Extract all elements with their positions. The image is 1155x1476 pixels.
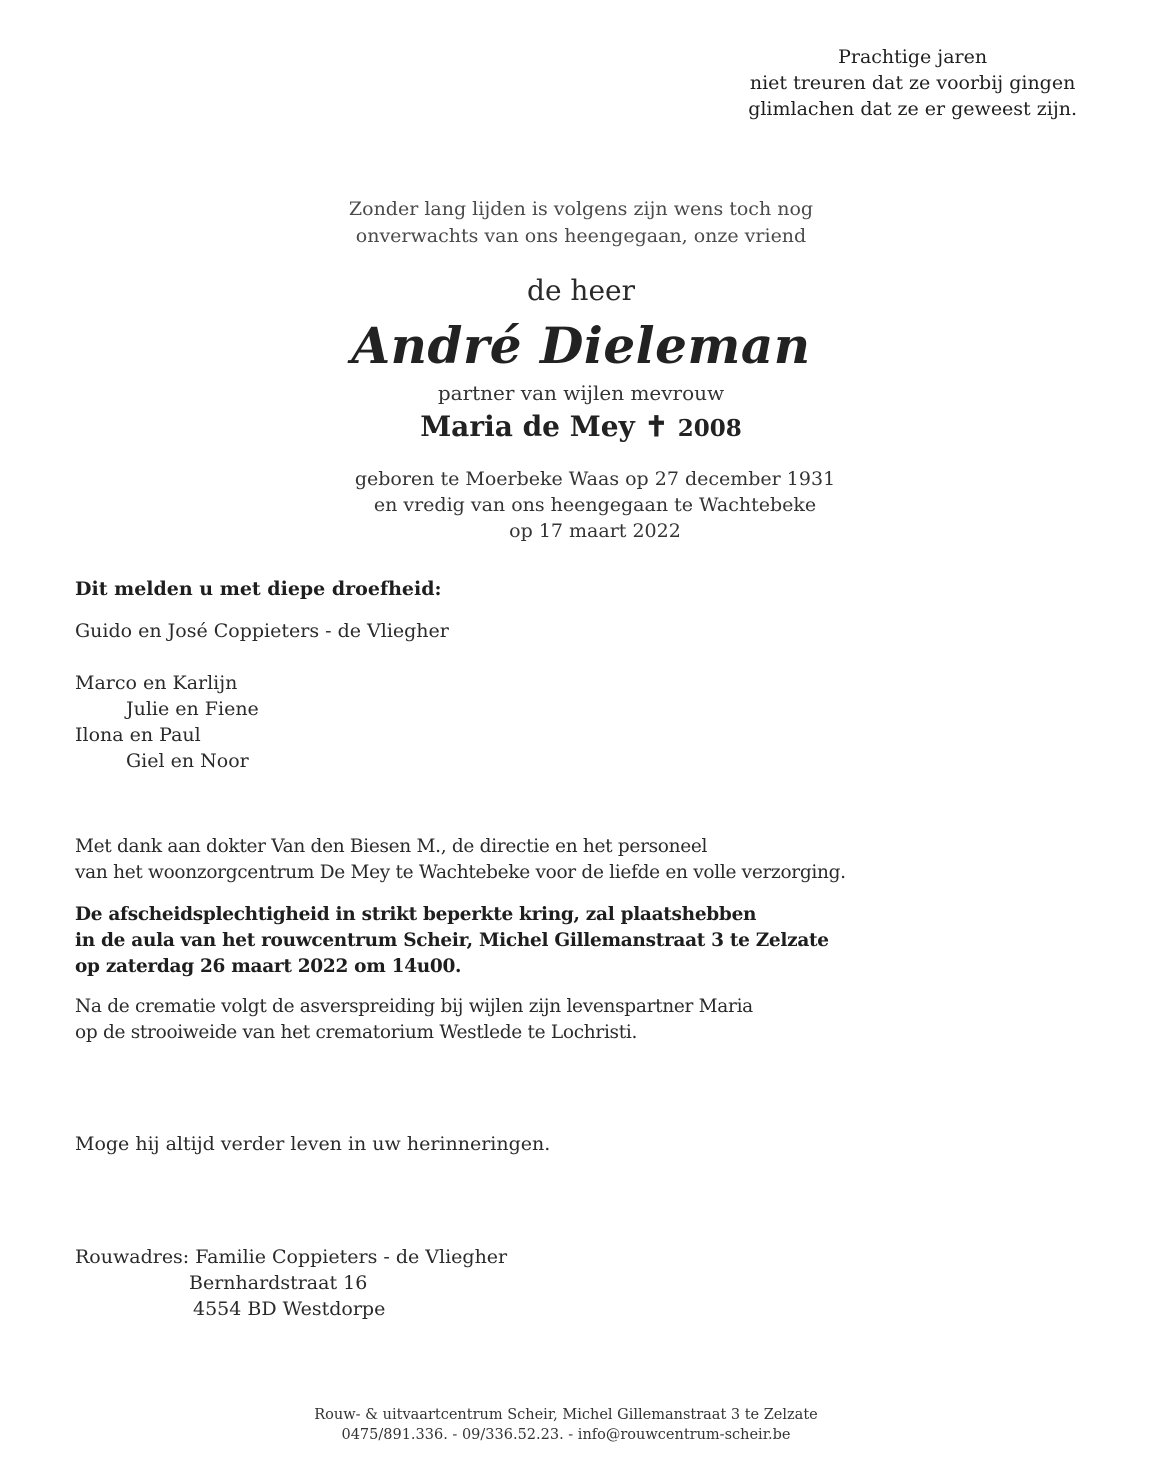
cremation-line: op de strooiweide van het crematorium Westlede te Lochristi. [75, 1022, 638, 1043]
grandchild-line: Marco en Karlijn [75, 672, 238, 694]
cremation-paragraph [75, 994, 753, 1046]
closing-sentence: Moge hij altijd verder leven in uw herinneringen. [75, 1133, 551, 1155]
birth-line: geboren te Moerbeke Waas op 27 december 1931 [354, 468, 836, 490]
quote-line: niet treuren dat ze voorbij gingen [749, 72, 1076, 94]
intro-line: Zonder lang lijden is volgens zijn wens toch nog [348, 198, 814, 220]
deceased-title: de heer [527, 274, 635, 307]
opening-quote [748, 44, 1077, 122]
ceremony-line: De afscheidsplechtigheid in strikt beperkte kring, zal plaatshebben [75, 904, 757, 925]
grandchildren-list [75, 670, 259, 774]
cross-icon: ✝ [644, 410, 669, 443]
ceremony-line: in de aula van het rouwcentrum Scheir, Michel Gillemanstraat 3 te Zelzate [75, 930, 829, 951]
partner-name: Maria de Mey [420, 410, 635, 443]
thanks-paragraph [75, 834, 846, 886]
thanks-line: Met dank aan dokter Van den Biesen M., de directie en het personeel [75, 836, 708, 857]
address-line: Rouwadres: Familie Coppieters - de Vliegher [75, 1246, 508, 1268]
ceremony-line: op zaterdag 26 maart 2022 om 14u00. [75, 956, 462, 977]
footer-contact: 0475/891.336. - 09/336.52.23. - info@rouwcentrum-scheir.be [341, 1427, 791, 1443]
partner-death-year: 2008 [677, 415, 742, 442]
footer-line: Rouw- & uitvaartcentrum Scheir, Michel Gillemanstraat 3 te Zelzate [314, 1407, 818, 1423]
ceremony-paragraph [75, 902, 829, 980]
intro-text [0, 196, 1155, 250]
birth-death-info [0, 466, 1155, 544]
birth-line: op 17 maart 2022 [509, 520, 681, 542]
deceased-name: André Dieleman [351, 316, 811, 375]
birth-line: en vredig van ons heengegaan te Wachtebeke [373, 494, 817, 516]
address-city: 4554 BD Westdorpe [193, 1298, 386, 1320]
partner-name-row [0, 410, 1155, 443]
great-grandchild-line: Julie en Fiene [126, 698, 259, 720]
announcement-lead: Dit melden u met diepe droefheid: [75, 578, 442, 600]
quote-line: Prachtige jaren [838, 46, 988, 68]
quote-line: glimlachen dat ze er geweest zijn. [748, 98, 1077, 120]
address-street: Bernhardstraat 16 [189, 1272, 368, 1294]
funeral-home-footer [0, 1405, 1132, 1445]
partner-label: partner van wijlen mevrouw [437, 381, 725, 405]
cremation-line: Na de crematie volgt de asverspreiding bij wijlen zijn levenspartner Maria [75, 996, 753, 1017]
family-children: Guido en José Coppieters - de Vliegher [75, 620, 449, 642]
grandchild-line: Ilona en Paul [75, 724, 201, 746]
great-grandchild-line: Giel en Noor [126, 750, 249, 772]
mourning-address [75, 1244, 507, 1322]
thanks-line: van het woonzorgcentrum De Mey te Wachtebeke voor de liefde en volle verzorging. [75, 862, 846, 883]
intro-line: onverwachts van ons heengegaan, onze vriend [355, 225, 807, 247]
